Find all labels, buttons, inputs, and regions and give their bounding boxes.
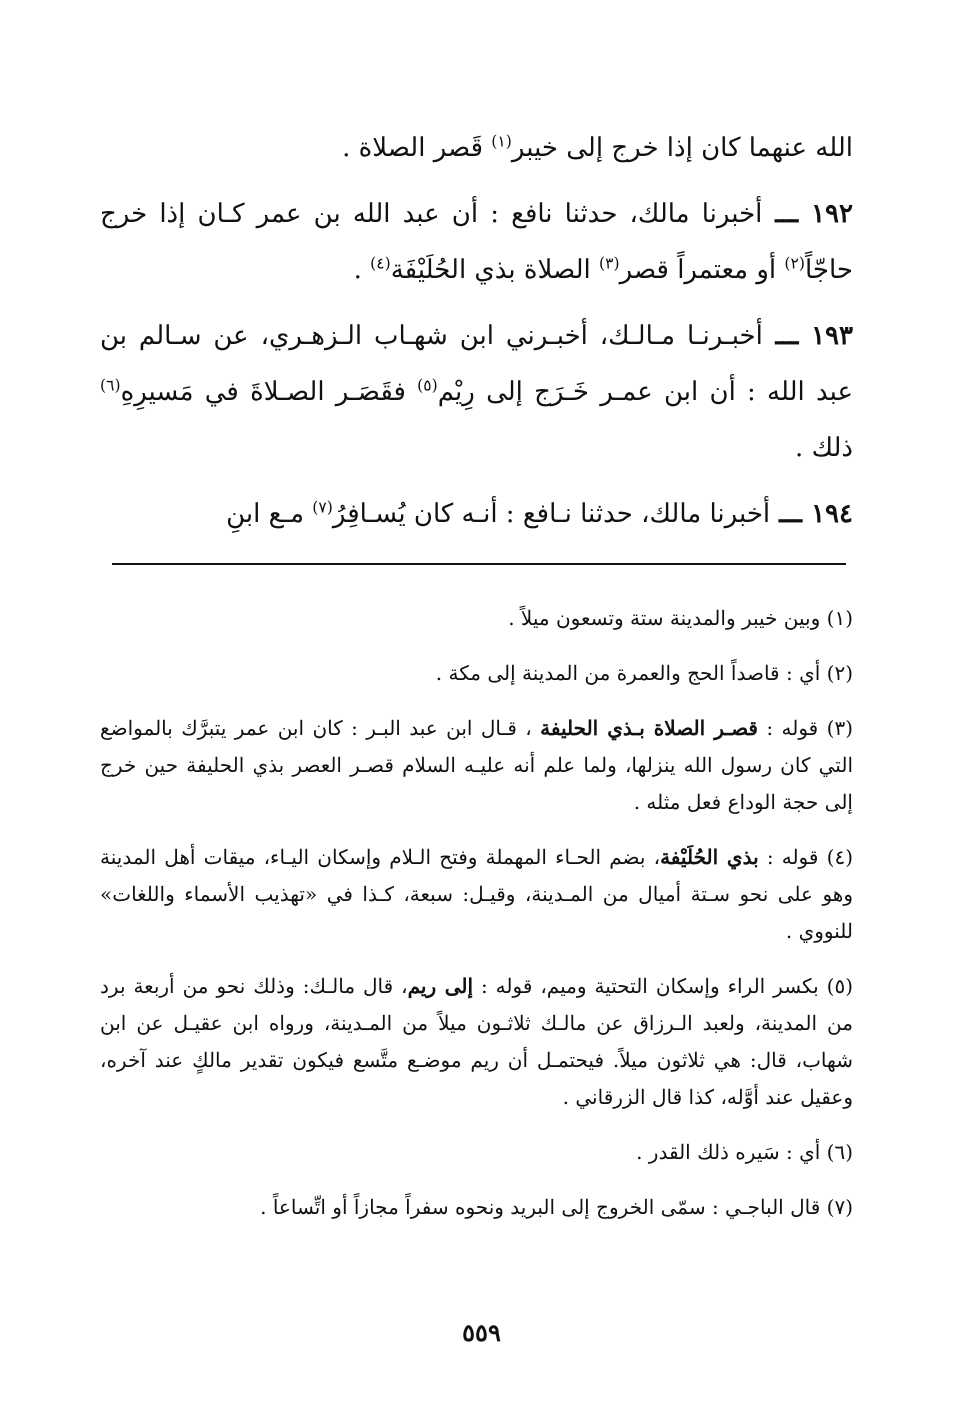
footnote-quoted-term: بذي الحُلَيْفة: [660, 845, 759, 869]
main-text: [100, 120, 853, 542]
footnote-ref-7[interactable]: (٧): [312, 498, 333, 517]
footnote-text: ، قال مالـك: وذلك نحو من أربعة برد من المدينة، ولعبد الـرزاق عن مالـك ثلاثـون ميلاً من المـدينة، ورواه ابن عقيـل عن ابن شهاب، قال: هي ثلاثون ميلاً. فيحتمـل أن ريم موضـع متَّسع فيكون تقدير مالكٍ عند آخره، وعقيل عند أوَّله، كذا قال الزرقاني .: [100, 974, 853, 1109]
footnote-ref-4[interactable]: (٤): [370, 254, 391, 273]
hadith-number: ١٩٤ ـــ: [770, 499, 853, 529]
footnote-1: (١) وبين خيبر والمدينة ستة وتسعون ميلاً .: [508, 606, 853, 630]
footnote-text: ، بضم الحـاء المهملة وفتح الـلام وإسكان اليـاء، ميقات أهل المدينة وهو على نحو سـتة أميال من المـدينة، وقيـل: سبعة، كـذا في «تهذيب الأسماء واللغات» للنووي .: [100, 845, 853, 943]
paragraph-text: الله عنهما كان إذا خرج إلى خيبر: [511, 133, 853, 163]
footnote-quoted-term: قصـر الصلاة بـذي الحليفة: [540, 716, 758, 740]
hadith-194: [100, 486, 853, 542]
footnote-ref-3[interactable]: (٣): [599, 254, 620, 273]
footnote-text: (٤) قوله :: [758, 845, 853, 869]
page-number: ٥٥٩: [462, 1318, 501, 1347]
footnote-text: (٥) بكسر الراء وإسكان التحتية وميم، قوله :: [473, 974, 853, 998]
paragraph-text: أو معتمراً قصر: [619, 255, 785, 285]
paragraph-text: فقَصَـر الصـلاةَ في مَسيرِهِ: [120, 377, 418, 407]
paragraph-text: قَصر الصلاة .: [342, 133, 492, 163]
footnote-text: ، قـال ابن عبد البـر : كان ابن عمر يتبرَّك بالمواضع التي كان رسول الله ينزلها، ولما علم أنه عليـه السلام قصـر العصر بذي الحليفة حين خرج إلى حجة الوداع فعل مثله .: [100, 716, 853, 814]
footnote-text: (٣) قوله :: [758, 716, 853, 740]
hadith-192: [100, 186, 853, 298]
paragraph-text: .: [353, 255, 371, 285]
footnote-ref-2[interactable]: (٢): [784, 254, 805, 273]
footnote-divider: [112, 563, 846, 565]
footnote-5: [100, 968, 853, 1116]
footnote-4: [100, 839, 853, 950]
footnote-ref-6[interactable]: (٦): [100, 376, 121, 395]
footnote-7: (٧) قال الباجـي : سمّى الخروج إلى البريد ونحوه سفراً مجازاً أو اتِّساعاً .: [260, 1195, 853, 1219]
hadith-number: ١٩٢ ـــ: [762, 199, 853, 229]
footnote-2: (٢) أي : قاصداً الحج والعمرة من المدينة إلى مكة .: [435, 661, 853, 685]
paragraph-text: أخبرنا مالك، حدثنا نـافع : أنـه كان يُسـافِرُ: [332, 499, 771, 529]
paragraph-text: أخبـرنـا مـالـك، أخبـرني ابن شهـاب الـزهـري، عن سـالم بن عبد الله : أن ابن عمـر خَـرَج إلى رِيْم: [100, 321, 853, 407]
paragraph-text: الصلاة بذي الحُلَيْفَة: [390, 255, 600, 285]
footnotes: [100, 600, 853, 1226]
footnote-6: (٦) أي : سَيره ذلك القدر .: [636, 1140, 853, 1164]
paragraph-text: أخبرنا مالك، حدثنا نافع : أن عبد الله بن عمر كـان إذا خرج حاجّاً: [100, 199, 853, 285]
hadith-number: ١٩٣ ـــ: [762, 321, 853, 351]
paragraph-continuation: [100, 120, 853, 176]
footnote-3: [100, 710, 853, 821]
paragraph-text: مـع ابنِ: [226, 499, 313, 529]
paragraph-text: ذلك .: [795, 433, 853, 463]
footnote-quoted-term: إلى ريم: [407, 974, 474, 998]
footnote-ref-5[interactable]: (٥): [417, 376, 438, 395]
hadith-193: [100, 308, 853, 476]
footnote-ref-1[interactable]: (١): [491, 132, 512, 151]
